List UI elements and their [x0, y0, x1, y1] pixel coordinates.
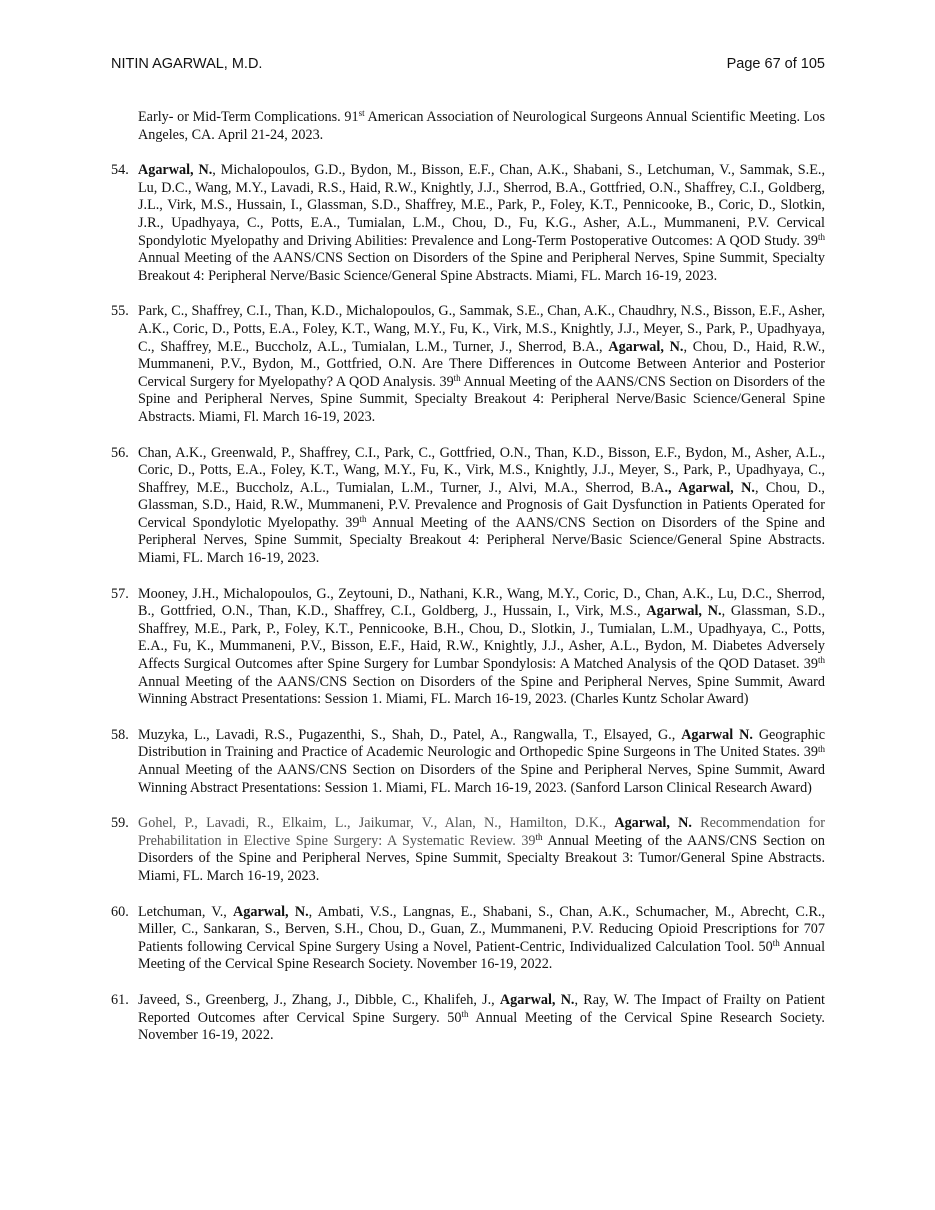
entry-pre: Javeed, S., Greenberg, J., Zhang, J., Dibble, C., Khalifeh, J., [138, 991, 500, 1008]
continuation-part-a: Early- or Mid-Term Complications. 91 [138, 109, 359, 125]
entry-number: 55. [111, 303, 129, 320]
entry-number: 61. [111, 991, 129, 1008]
entry-mid: Recommendation for Prehabilitation in Elective Spine Surgery: A Systematic Review. 39 [138, 815, 826, 849]
entry-body [138, 586, 825, 709]
entry-body [138, 303, 825, 426]
entry-number: 56. [111, 444, 129, 461]
entry-post: Annual Meeting of the AANS/CNS Section on Disorders of the Spine and Peripheral Nerves, Spine Summit, Specialty Breakout 4: Peripheral Nerve/Basic Science/General Spine Abstracts. Miami, Fl. March 16-19, 2023. [138, 373, 825, 425]
entry-bold-author: Agarwal, N. [138, 162, 213, 179]
list-item [111, 815, 825, 885]
entry-pre: Muzyka, L., Lavadi, R.S., Pugazenthi, S., Shah, D., Patel, A., Rangwalla, T., Elsayed, G., [138, 726, 682, 743]
entry-body [138, 815, 825, 885]
list-item [111, 904, 825, 974]
entry-body [138, 904, 825, 974]
entry-body [138, 727, 825, 797]
entry-bold-author: Agarwal N. [681, 726, 753, 743]
entry-bold-author: Agarwal, N. [608, 338, 684, 355]
entry-pre: Mooney, J.H., Michalopoulos, G., Zeytouni, D., Nathani, K.R., Wang, M.Y., Coric, D., Chan, A.K., Lu, D.C., Sherrod, B., Gottfried, O.N., Than, K.D., Shaffrey, C.I., Goldberg, J., Hussain, I., Virk, M.S., [138, 585, 825, 620]
entry-body [138, 445, 825, 568]
list-item [111, 992, 825, 1045]
entry-mid: , Chou, D., Glassman, S.D., Haid, R.W., Mummaneni, P.V. Prevalence and Prognosis of Gait Dysfunction in Patients Operated for Cervical Spondylotic Myelopathy. 39 [138, 479, 825, 531]
page-header [111, 56, 825, 78]
list-item [111, 586, 825, 709]
entry-sup: th [461, 1008, 469, 1019]
entry-bold-author: Agarwal, N. [614, 815, 692, 832]
entry-mid: , Glassman, S.D., Shaffrey, M.E., Park, P., Foley, K.T., Pennicooke, B.H., Chou, D., Slotkin, J., Tumialan, L.M., Upadhyaya, C., Potts, E.A., Fu, K., Mummaneni, P.V., Bisson, E.F., Haid, R.W., Knightly, J.J., Asher, A.L., Bydon, M. Diabetes Adversely Affects Surgical Outcomes after Spine Surgery for Lumbar Spondylosis: A Matched Analysis of the QOD Dataset. 39 [138, 603, 826, 673]
entry-sup: th [817, 655, 825, 666]
entry-sup: th [453, 372, 461, 383]
entry-bold-author: Agarwal, N. [499, 991, 575, 1008]
entry-body [138, 992, 825, 1045]
entry-pre: Letchuman, V., [138, 903, 234, 920]
entry-body [138, 162, 825, 285]
entry-number: 59. [111, 815, 129, 832]
entry-post: Annual Meeting of the AANS/CNS Section on Disorders of the Spine and Peripheral Nerves, Spine Summit, Specialty Breakout 3: Tumor/General Spine Abstracts. Miami, FL. March 16-19, 2023. [138, 832, 825, 884]
entry-bold-author: Agarwal, N. [233, 903, 309, 920]
entry-number: 58. [111, 726, 129, 743]
entry-mid: , Michalopoulos, G.D., Bydon, M., Bisson, E.F., Chan, A.K., Shabani, S., Letchuman, V., Sammak, S.E., Lu, D.C., Wang, M.Y., Lavadi, R.S., Haid, R.W., Knightly, J.J., Sherrod, B.A., Gottfried, O.N., Shaffrey, C.I., Goldberg, J.L., Virk, M.S., Hussain, I., Glassman, S.D., Shaffrey, M.E., Park, P., Foley, K.T., Pennicooke, B., Coric, D., Slotkin, J.R., Upadhyaya, C., Potts, E.A., Tumialan, L.M., Chou, D., Fu, K.G., Asher, A.L., Mummaneni, P.V. Cervical Spondylotic Myelopathy and Driving Abilities: Prevalence and Long-Term Postoperative Outcomes: A QOD Study. 39 [138, 162, 825, 249]
list-item [111, 162, 825, 285]
entry-post: Annual Meeting of the Cervical Spine Research Society. November 16-19, 2022. [138, 1009, 825, 1044]
entry-bold-author: ., Agarwal, N. [664, 479, 755, 496]
entry-mid: , Chou, D., Haid, R.W., Mummaneni, P.V., Bydon, M., Gottfried, O.N. Are There Differences in Outcome Between Anterior and Posterior Cervical Surgery for Myelopathy? A QOD Analysis. 39 [138, 338, 826, 390]
list-item [111, 727, 825, 797]
continuation-text [138, 109, 825, 144]
entry-number: 57. [111, 585, 129, 602]
page-number: Page 67 of 105 [726, 56, 825, 72]
list-item [111, 445, 825, 568]
entry-post: Annual Meeting of the AANS/CNS Section on Disorders of the Spine and Peripheral Nerves, Spine Summit, Award Winning Abstract Presentations: Session 1. Miami, FL. March 16-19, 2023. (Charles Kuntz Scholar Award) [138, 673, 825, 708]
entry-sup: th [772, 938, 780, 949]
entry-mid: , Ray, W. The Impact of Frailty on Patient Reported Outcomes after Cervical Spine Surgery. 50 [138, 991, 825, 1026]
entry-pre: Park, C., Shaffrey, C.I., Than, K.D., Michalopoulos, G., Sammak, S.E., Chan, A.K., Chaudhry, N.S., Bisson, E.F., Asher, A.K., Coric, D., Potts, E.A., Foley, K.T., Wang, M.Y., Fu, K., Virk, M.S., Knightly, J.J., Meyer, S., Park, P., Upadhyaya, C., Shaffrey, M.E., Buccholz, A.L., Tumialan, L.M., Turner, J., Sherrod, B.A., [138, 303, 825, 355]
list-item [111, 303, 825, 426]
continuation-part-b: American Association of Neurological Surgeons Annual Scientific Meeting. Los Angeles, CA. April 21-24, 2023. [138, 109, 825, 143]
entry-sup: th [535, 832, 543, 843]
entry-pre: Gohel, P., Lavadi, R., Elkaim, L., Jaikumar, V., Alan, N., Hamilton, D.K., [138, 815, 615, 832]
entry-post: Annual Meeting of the AANS/CNS Section on Disorders of the Spine and Peripheral Nerves, Spine Summit, Award Winning Abstract Presentations: Session 1. Miami, FL. March 16-19, 2023. (Sanford Larson Clinical Research Award) [138, 762, 825, 796]
author-name: NITIN AGARWAL, M.D. [111, 56, 263, 72]
entry-post: Annual Meeting of the AANS/CNS Section on Disorders of the Spine and Peripheral Nerves, Spine Summit, Specialty Breakout 4: Peripheral Nerve/Basic Science/General Spine Abstracts. Miami, FL. March 16-19, 2023. [138, 514, 825, 567]
entry-mid: Geographic Distribution in Training and Practice of Academic Neurologic and Orthopedic Spine Surgeons in The United States. 39 [138, 726, 825, 761]
continuation-sup: st [358, 108, 365, 119]
entry-sup: th [817, 743, 825, 754]
entry-number: 60. [111, 903, 129, 920]
entry-sup: th [359, 514, 367, 525]
entry-bold-author: Agarwal, N. [646, 603, 722, 620]
publication-list [111, 109, 825, 1045]
entry-number: 54. [111, 162, 129, 179]
entry-post: Annual Meeting of the AANS/CNS Section on Disorders of the Spine and Peripheral Nerves, Spine Summit, Specialty Breakout 4: Peripheral Nerve/Basic Science/General Spine Abstracts. Miami, FL. March 16-19, 2023. [138, 250, 825, 284]
entry-post: Annual Meeting of the Cervical Spine Research Society. November 16-19, 2022. [138, 938, 826, 973]
entry-mid: , Ambati, V.S., Langnas, E., Shabani, S., Chan, A.K., Schumacher, M., Abrecht, C.R., Miller, C., Sankaran, S., Berven, S.H., Chou, D., Guan, Z., Mummaneni, P.V. Reducing Opioid Prescriptions for 707 Patients following Cervical Spine Surgery Using a Novel, Patient-Centric, Individualized Calculation Tool. 50 [138, 903, 826, 955]
entry-pre: Chan, A.K., Greenwald, P., Shaffrey, C.I., Park, C., Gottfried, O.N., Than, K.D., Bisson, E.F., Bydon, M., Asher, A.L., Coric, D., Potts, E.A., Foley, K.T., Wang, M.Y., Fu, K., Virk, M.S., Knightly, J.J., Meyer, S., Park, P., Upadhyaya, C., Shaffrey, M.E., Buccholz, A.L., Tumialan, L.M., Turner, J., Alvi, M.A., Sherrod, B.A [138, 444, 825, 496]
entry-sup: th [817, 231, 825, 242]
